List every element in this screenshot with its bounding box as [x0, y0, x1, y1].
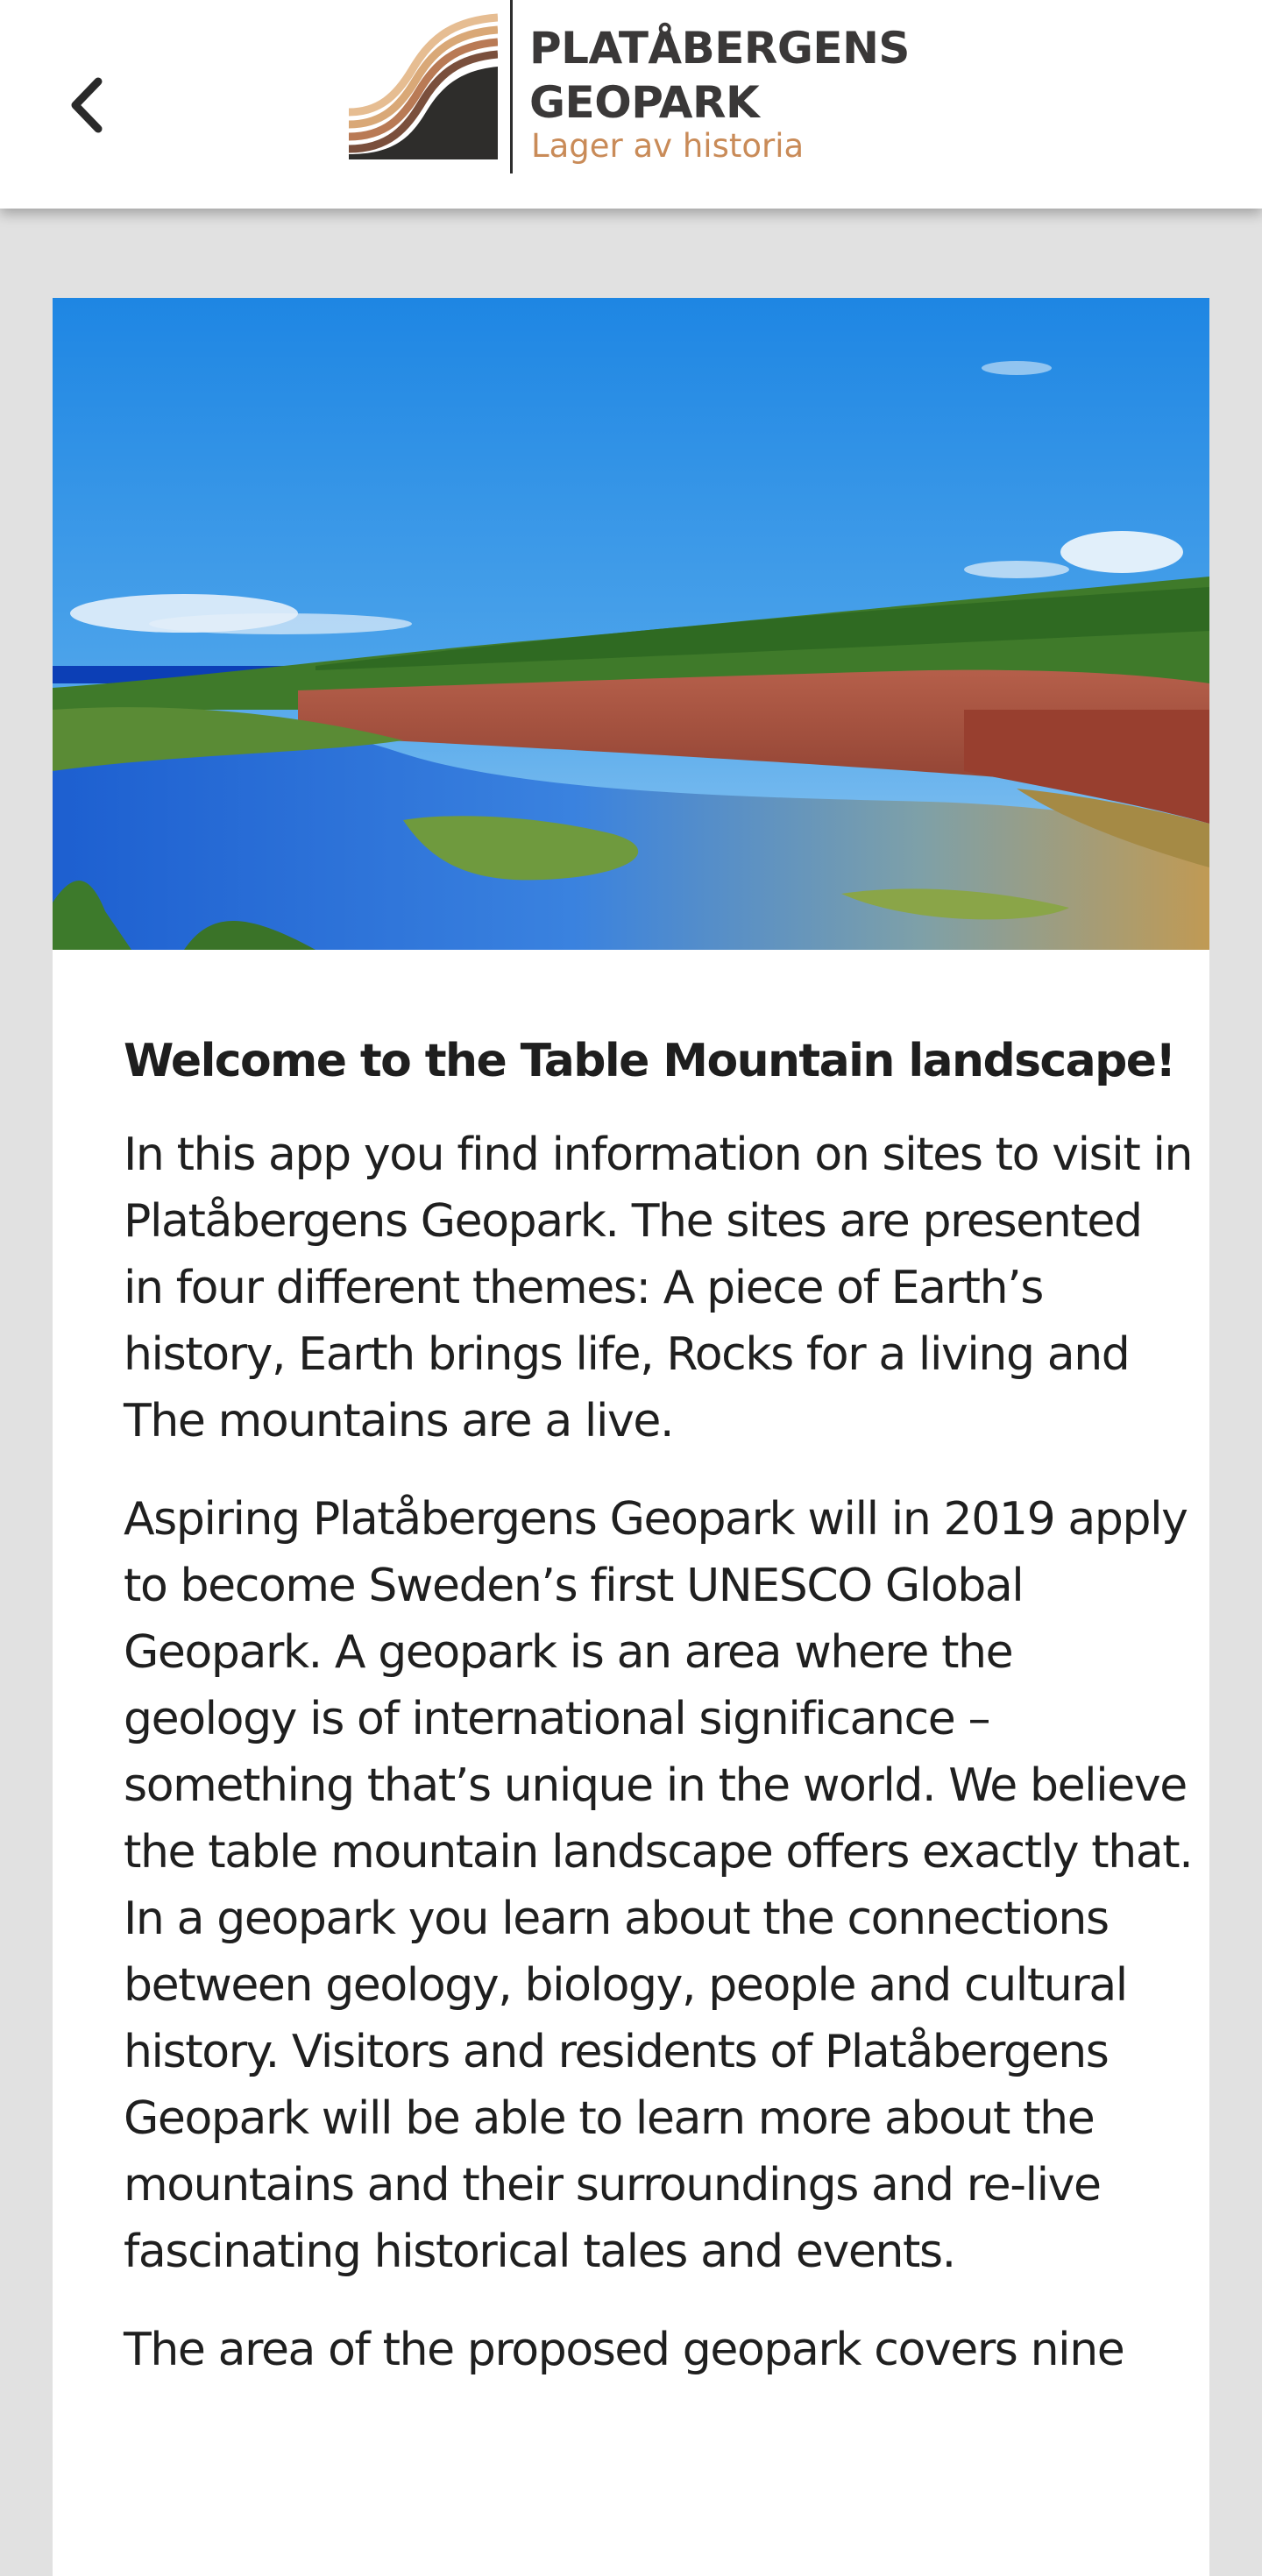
article-paragraph: Aspiring Platåbergens Geopark will in 2019 apply to become Sweden’s first UNESCO Global Geopark. A geopark is an area where the geology is of international significance – something that’s unique in the world. We believe the table mountain landscape offers exactly that. In a geopark you learn about the connections between geology, biology, people and cultural history. Visitors and residents of Platåbergens Geopark will be able to learn more about the mountains and their surroundings and re-live fascinating historical tales and events.: [124, 1493, 1193, 2279]
geopark-logo: [344, 0, 939, 184]
logo-title-line2: GEOPARK: [529, 77, 760, 128]
article-paragraph: In this app you find information on sites to visit in Platåbergens Geopark. The sites are presented in four different themes: A piece of Earth’s history, Earth brings life, Rocks for a living and The mountains are a live.: [124, 1129, 1193, 1448]
article-paragraph: The area of the proposed geopark covers nine: [124, 2324, 1124, 2377]
chevron-left-icon: [61, 74, 114, 136]
hero-image: [53, 298, 1209, 950]
logo-tagline: Lager av historia: [531, 127, 805, 165]
logo-mark-icon: [344, 9, 498, 159]
back-button[interactable]: [44, 61, 131, 149]
app-header: [0, 0, 1262, 209]
article-title: Welcome to the Table Mountain landscape!: [124, 1035, 1175, 1087]
logo-title-line1: PLATÅBERGENS: [529, 23, 910, 74]
article: [124, 1034, 1193, 2415]
logo-divider: [510, 0, 513, 173]
content-card: [53, 298, 1209, 2576]
